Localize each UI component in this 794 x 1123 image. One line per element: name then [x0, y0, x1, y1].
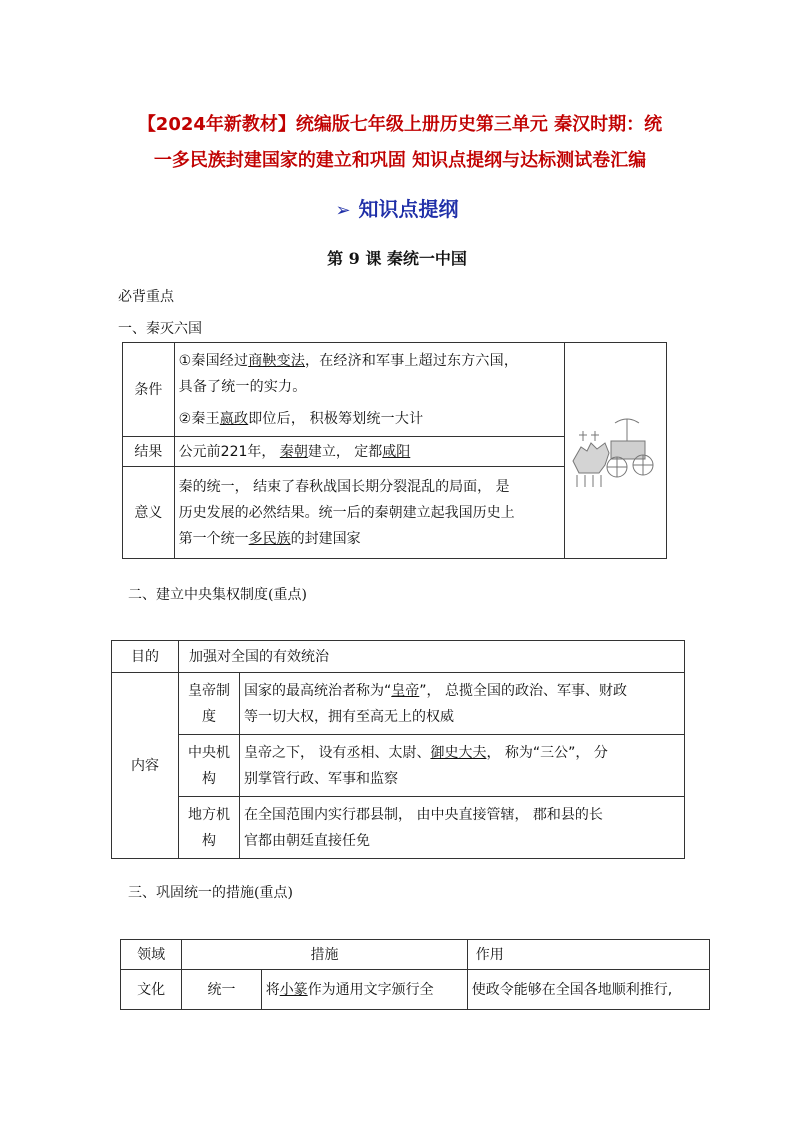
document-title-line-2: 一多民族封建国家的建立和巩固 知识点提纲与达标测试卷汇编	[153, 150, 647, 171]
sub-label-line: 中央机	[188, 744, 230, 761]
sub-label-local	[179, 797, 240, 859]
underlined-term: 秦朝	[279, 443, 308, 460]
lesson-title: 第 9 课 秦统一中国	[327, 249, 467, 268]
kind-cell: 统一	[182, 970, 261, 1010]
bronze-chariot-illustration	[565, 401, 665, 501]
text-line: 皇帝之下， 设有丞相、太尉、御史大夫， 称为“三公”， 分	[244, 744, 608, 761]
result-cell: 公元前221年， 秦朝建立， 定都咸阳	[174, 437, 564, 467]
image-cell	[564, 343, 666, 559]
field-cell: 文化	[121, 970, 182, 1010]
text-line: 国家的最高统治者称为“皇帝”， 总揽全国的政治、军事、财政	[244, 682, 627, 699]
sub-label-emperor	[179, 673, 240, 735]
table-row	[121, 940, 710, 970]
section-header-text: 知识点提纲	[358, 197, 459, 221]
row-label-content: 内容	[112, 673, 179, 859]
consolidation-measures-table	[120, 939, 710, 1010]
text-line: 等一切大权，拥有至高无上的权威	[244, 708, 454, 725]
header-field: 领域	[121, 940, 182, 970]
text-line: 官都由朝廷直接任免	[244, 832, 370, 849]
text-line: 秦的统一， 结束了春秋战国长期分裂混乱的局面， 是	[178, 478, 510, 495]
sub-label-line: 度	[202, 708, 216, 725]
table-row	[121, 970, 710, 1010]
table-row	[123, 343, 667, 437]
must-memorize-label: 必背重点	[118, 289, 174, 305]
sub-label-line: 构	[202, 832, 216, 849]
table-row	[112, 797, 685, 859]
header-effect: 作用	[467, 940, 709, 970]
text-line: ①秦国经过商鞅变法，在经济和军事上超过东方六国，	[178, 352, 519, 369]
underlined-term: 咸阳	[382, 443, 411, 460]
header-measures: 措施	[182, 940, 467, 970]
local-institutions-cell	[240, 797, 685, 859]
purpose-cell: 加强对全国的有效统治	[179, 641, 685, 673]
row-label-result: 结果	[123, 437, 175, 467]
row-label-significance: 意义	[123, 467, 175, 559]
qin-unification-table	[122, 342, 667, 559]
sub-label-line: 地方机	[188, 806, 230, 823]
sub-label-line: 构	[202, 770, 216, 787]
underlined-term: 嬴政	[219, 410, 249, 427]
table-row	[112, 641, 685, 673]
effect-cell: 使政令能够在全国各地顺利推行,	[467, 970, 709, 1010]
arrow-bullet-icon: ➢	[335, 200, 351, 221]
text-line: 历史发展的必然结果。统一后的秦朝建立起我国历史上	[178, 504, 515, 521]
table-row	[112, 673, 685, 735]
row-label-conditions: 条件	[123, 343, 175, 437]
underlined-term: 御史大夫	[430, 744, 487, 761]
part2-heading: 二、建立中央集权制度(重点)	[128, 587, 307, 603]
text-line: ②秦王嬴政即位后， 积极筹划统一大计	[178, 410, 424, 427]
row-label-purpose: 目的	[112, 641, 179, 673]
text-line: 具备了统一的实力。	[178, 378, 307, 395]
central-institutions-cell	[240, 735, 685, 797]
section-header	[0, 192, 794, 228]
emperor-system-cell	[240, 673, 685, 735]
text-line: 在全国范围内实行郡县制， 由中央直接管辖， 郡和县的长	[244, 806, 603, 823]
sub-label-central	[179, 735, 240, 797]
table-row	[112, 735, 685, 797]
text-line: 第一个统一多民族的封建国家	[178, 530, 361, 547]
central-power-table	[111, 640, 685, 859]
measure-cell: 将小篆作为通用文字颁行全	[261, 970, 467, 1010]
text-line: 别掌管行政、军事和监察	[244, 770, 398, 787]
document-title-line-1: 【2024年新教材】统编版七年级上册历史第三单元 秦汉时期：统	[137, 114, 663, 135]
sub-label-line: 皇帝制	[188, 682, 230, 699]
part3-heading: 三、巩固统一的措施(重点)	[128, 885, 293, 901]
part1-heading: 一、秦灭六国	[118, 321, 202, 337]
underlined-term: 多民族	[248, 530, 291, 547]
significance-cell	[174, 467, 564, 559]
conditions-cell	[174, 343, 564, 437]
underlined-term: 皇帝	[391, 682, 420, 699]
underlined-term: 商鞅变法	[248, 352, 306, 369]
underlined-term: 小篆	[279, 981, 308, 998]
